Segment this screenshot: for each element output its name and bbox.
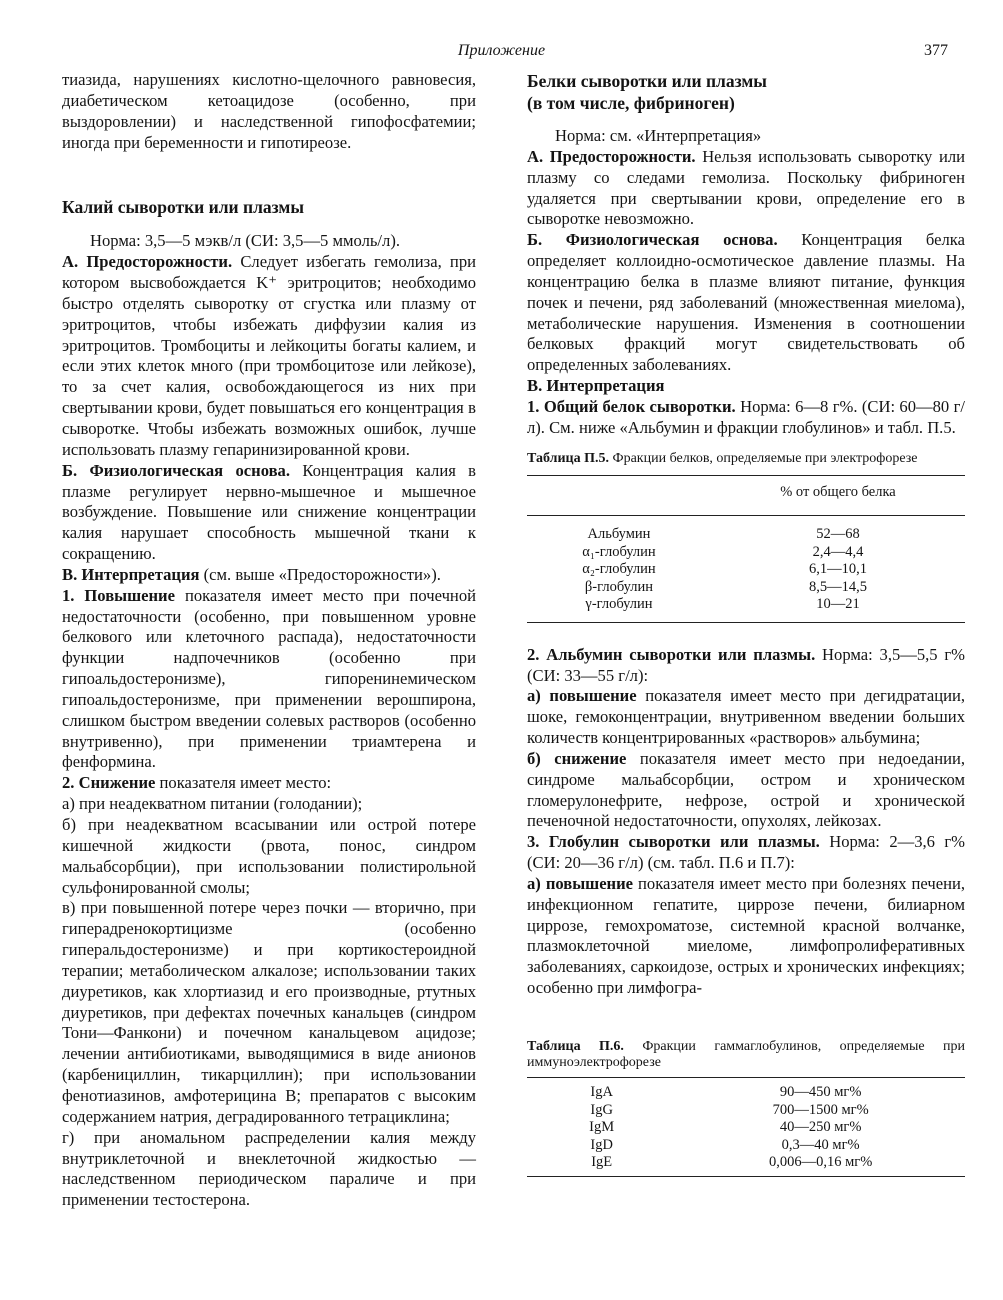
proteins-precautions (527, 147, 965, 230)
left-column (62, 70, 476, 1211)
precautions-text: Следует избегать гемолиза, при котором высвобождается K⁺ эритроцитов; необходимо быстро отделять сыворотку от сгустка или плазму от эритроцитов, чтобы избежать диффузии калия из эритроцитов. Тромбоциты и лейкоциты богаты калием, и если этих клеток много (при тромбоцитозе или лейкозе), то за счет калия, освобождающегося из них при свертывании крови, будет повышаться его концентрация в сыворотке. Чтобы избежать возможных ошибок, лучше использовать плазму гепаринизированной крови. (62, 252, 476, 459)
table6-row-name: IgE (591, 1154, 613, 1170)
table6-row-name: IgG (590, 1101, 613, 1118)
albumin-label: 2. Альбумин сыворотки или плазмы. (527, 644, 816, 664)
potassium-physiology (62, 461, 476, 565)
globulin-label: 3. Глобулин сыворотки или плазмы. (527, 832, 820, 852)
physiology-label: Б. Физиологическая основа. (527, 230, 778, 250)
decrease-text: показателя имеет место: (155, 773, 332, 793)
table5-caption (527, 451, 965, 467)
total-protein (527, 397, 965, 439)
albumin (527, 645, 965, 687)
physiology-text: Концентрация белка определяет коллоидно-осмотическое давление плазмы. На концентрацию белка в плазме влияют питание, функция почек и печени, ряд заболеваний (множественная миелома), метаболические нарушения. Изменения в соотношении белковых фракций могут свидетельствовать об определенных заболеваниях. (527, 230, 965, 375)
table6-row-name: IgD (590, 1136, 613, 1153)
table-row (527, 561, 965, 579)
albumin-decrease-label: б) снижение (527, 748, 627, 768)
potassium-norm: Норма: 3,5—5 мэкв/л (СИ: 3,5—5 ммоль/л). (90, 231, 400, 251)
table6 (527, 1077, 965, 1177)
precautions-text: Нельзя использовать сыворотку или плазму со следами гемолиза. Поскольку фибриноген удаляется при свертывании крови, определение его в сыворотке невозможно. (527, 146, 965, 229)
increase-text: показателя имеет место при почечной недостаточности (особенно, при повышенном уровне белкового или клеточного распада), недостаточности функции надпочечников (особенно при гипоальдостеронизме), гипоренинемическом гипоальдостеронизме, при применении верошпирона, слишком быстром введении солевых растворов (особенно внутривенно), при применении триамтерена и фенформина. (62, 585, 476, 772)
globulin-increase-label: а) повышение (527, 873, 634, 893)
potassium-precautions (62, 252, 476, 460)
table6-row-value: 0,3—40 мг% (781, 1136, 860, 1153)
table5-row-name: α₂-глобулин (582, 561, 656, 578)
table-row (527, 1154, 965, 1176)
continuation-paragraph: тиазида, нарушениях кислотно-щелочного равновесия, диабетическом кетоацидозе (особенно, при выздоровлении) и наследственной гипофосфатемии; иногда при беременности и гипотиреозе. (62, 70, 476, 152)
interpretation-text: (см. выше «Предосторожности»). (199, 564, 441, 584)
table5-row-name: γ-глобулин (585, 596, 653, 613)
albumin-decrease-text: показателя имеет место при недоедании, синдроме мальабсорбции, остром и хроническом гломерулонефрите, нефрозе, острой и хронической печеночной недостаточности, опухолях, лейкозах. (527, 748, 965, 831)
proteins-interpretation-heading: В. Интерпретация (527, 376, 665, 396)
table-row (527, 544, 965, 562)
table-row (527, 526, 965, 544)
table5-row-name: Альбумин (587, 526, 651, 543)
table6-caption (527, 1039, 965, 1071)
table5-caption-text: Фракции белков, определяемые при электрофорезе (609, 450, 918, 466)
table5-caption-label: Таблица П.5. (527, 450, 610, 466)
table5-row-value: 6,1—10,1 (808, 561, 867, 578)
proteins-norm: Норма: см. «Интерпретация» (555, 126, 762, 145)
table5-row-name: α₁-глобулин (582, 543, 656, 560)
table6-row-value: 40—250 мг% (779, 1119, 862, 1135)
table5-row-value: 2,4—4,4 (812, 543, 864, 560)
albumin-increase (527, 686, 965, 749)
table5-row-name: β-глобулин (584, 578, 654, 595)
globulin-increase (527, 874, 965, 999)
table-row (527, 579, 965, 597)
albumin-text: Норма: 3,5—5,5 г% (СИ: 33—55 г/л): (527, 644, 966, 685)
total-protein-text: Норма: 6—8 г%. (СИ: 60—80 г/л). См. ниже «Альбумин и фракции глобулинов» и табл. П.5. (527, 396, 966, 437)
table6-caption-label: Таблица П.6. (527, 1039, 624, 1054)
table6-caption-text: Фракции гаммаглобулинов, определяемые при иммуноэлектрофорезе (527, 1039, 965, 1070)
globulin-increase-text: показателя имеет место при болезнях печени, инфекционном гепатите, циррозе печени, билиарном циррозе, гемохроматозе, системной красной волчанке, плазмоклеточной миеломе, лимфопролиферативных заболеваниях, саркоидозе, острых и хронических инфекциях; особенно при лимфогра- (527, 873, 965, 998)
globulin-text: Норма: 2—3,6 г% (СИ: 20—36 г/л) (см. табл. П.6 и П.7): (527, 832, 965, 873)
decrease-item-b: б) при неадекватном всасывании или острой потере кишечной жидкости (рвота, понос, синдром мальабсорбции), при использовании полистирольной сульфонированной смолы; (62, 815, 476, 897)
proteins-physiology (527, 230, 965, 376)
section-subtitle-proteins: (в том числе, фибриноген) (527, 93, 735, 113)
table5-row-value: 8,5—14,5 (808, 578, 867, 595)
increase-label: 1. Повышение (62, 585, 175, 605)
table-row (527, 1119, 965, 1137)
table5-row-value: 52—68 (816, 526, 860, 543)
albumin-decrease (527, 749, 965, 832)
precautions-label: А. Предосторожности. (527, 146, 696, 166)
albumin-increase-label: а) повышение (527, 686, 637, 706)
right-column (527, 70, 965, 1177)
globulin (527, 832, 965, 874)
decrease-item-a: а) при неадекватном питании (голодании); (62, 794, 363, 814)
table6-row-name: IgA (590, 1084, 613, 1100)
table-row (527, 596, 965, 622)
physiology-label: Б. Физиологическая основа. (62, 460, 290, 480)
table5-header-row (527, 475, 965, 516)
section-title-potassium: Калий сыворотки или плазмы (62, 197, 305, 218)
table6-row-value: 90—450 мг% (779, 1084, 862, 1100)
table6-row-value: 700—1500 мг% (772, 1101, 869, 1118)
table-row (527, 1137, 965, 1155)
running-header: Приложение (457, 42, 546, 59)
potassium-increase (62, 586, 476, 774)
interpretation-label: В. Интерпретация (62, 564, 200, 584)
table6-row-name: IgM (589, 1119, 615, 1135)
table6-row-value: 0,006—0,16 мг% (768, 1154, 873, 1170)
albumin-increase-text: показателя имеет место при дегидратации, шоке, гемоконцентрации, внутривенном введении больших количеств концентрированных «растворов» альбумина; (527, 686, 965, 748)
total-protein-label: 1. Общий белок сыворотки. (527, 396, 736, 416)
physiology-text: Концентрация калия в плазме регулирует нервно-мышечное и мышечное возбуждение. Повышение или снижение концентрации калия нарушает способность мышечной ткани к сокращению. (62, 460, 476, 564)
decrease-item-d: г) при аномальном распределении калия между внутриклеточной и внеклеточной жидкостью — наследственном периодическом параличе и при применении тестостерона. (62, 1127, 476, 1210)
page-number: 377 (924, 42, 948, 59)
table-row (527, 1084, 965, 1102)
table-row (527, 1102, 965, 1120)
decrease-label: 2. Снижение (62, 773, 156, 793)
table5-row-value: 10—21 (816, 596, 860, 613)
table5-header-empty (527, 475, 711, 516)
section-title-proteins: Белки сыворотки или плазмы (527, 71, 767, 91)
potassium-interpretation (62, 565, 476, 586)
decrease-item-c: в) при повышенной потере через почки — вторично, при гиперадренокортицизме (особенно гиперальдостеронизме) и при кортикостероидной терапии; метаболическом алкалозе; использовании таких диуретиков, как хлортиазид и его производные, ртутных диуретиков, при дефектах почечных канальцев (синдром Тони—Фанкони) и почечном канальцевом ацидозе; лечении антибиотиками, выводящимися в виде анионов (карбенициллин, тикарциллин); при использовании фенотиазинов, амфотерицина В; препаратов с высоким содержанием натрия, деградированного тетрациклина; (62, 898, 476, 1126)
table5 (527, 475, 965, 623)
precautions-label: А. Предосторожности. (62, 252, 233, 272)
potassium-decrease (62, 773, 476, 794)
table5-column-header: % от общего белка (711, 475, 965, 516)
